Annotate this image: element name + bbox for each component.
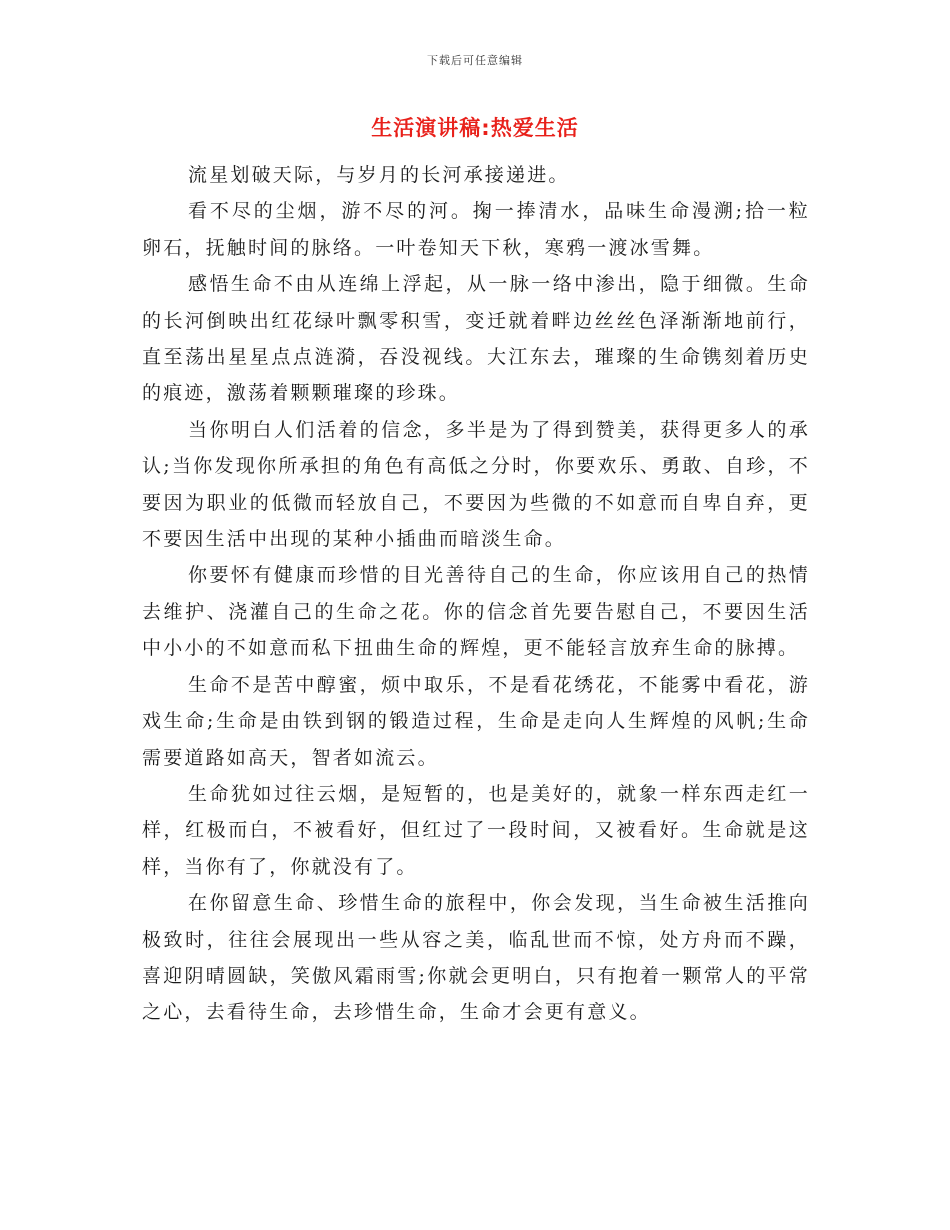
paragraph-2: 看不尽的尘烟，游不尽的河。掬一捧清水，品味生命漫溯;拾一粒卵石，抚触时间的脉络。一叶卷知天下秋，寒鸦一渡冰雪舞。	[142, 200, 810, 259]
paragraph-8: 在你留意生命、珍惜生命的旅程中，你会发现，当生命被生活推向极致时，往往会展现出一些从容之美，临乱世而不惊，处方舟而不躁，喜迎阴晴圆缺，笑傲风霜雨雪;你就会更明白，只有抱着一颗常人的平常之心，去看待生命，去珍惜生命，生命才会更有意义。	[142, 892, 810, 1024]
paragraph-4: 当你明白人们活着的信念，多半是为了得到赞美，获得更多人的承认;当你发现你所承担的角色有高低之分时，你要欢乐、勇敢、自珍，不要因为职业的低微而轻放自己，不要因为些微的不如意而自卑自弃，更不要因生活中出现的某种小插曲而暗淡生命。	[142, 418, 810, 551]
document-body	[142, 157, 810, 1031]
document-title: 生活演讲稿:热爱生活	[371, 116, 579, 140]
header-note: 下载后可任意编辑	[427, 54, 523, 67]
paragraph-5: 你要怀有健康而珍惜的目光善待自己的生命，你应该用自己的热情去维护、浇灌自己的生命之花。你的信念首先要告慰自己，不要因生活中小小的不如意而私下扭曲生命的辉煌，更不能轻言放弃生命的脉搏。	[142, 564, 810, 660]
paragraph-1: 流星划破天际，与岁月的长河承接递进。	[188, 164, 570, 186]
paragraph-7: 生命犹如过往云烟，是短暂的，也是美好的，就象一样东西走红一样，红极而白，不被看好，但红过了一段时间，又被看好。生命就是这样，当你有了，你就没有了。	[142, 782, 810, 878]
paragraph-3: 感悟生命不由从连绵上浮起，从一脉一络中渗出，隐于细微。生命的长河倒映出红花绿叶飘零积雪，变迁就着畔边丝丝色泽渐渐地前行，直至荡出星星点点涟漪，吞没视线。大江东去，璀璨的生命镌刻着历史的痕迹，激荡着颗颗璀璨的珍珠。	[142, 273, 810, 405]
paragraph-6: 生命不是苦中醇蜜，烦中取乐，不是看花绣花，不能雾中看花，游戏生命;生命是由铁到钢的锻造过程，生命是走向人生辉煌的风帆;生命需要道路如高天，智者如流云。	[142, 673, 810, 769]
